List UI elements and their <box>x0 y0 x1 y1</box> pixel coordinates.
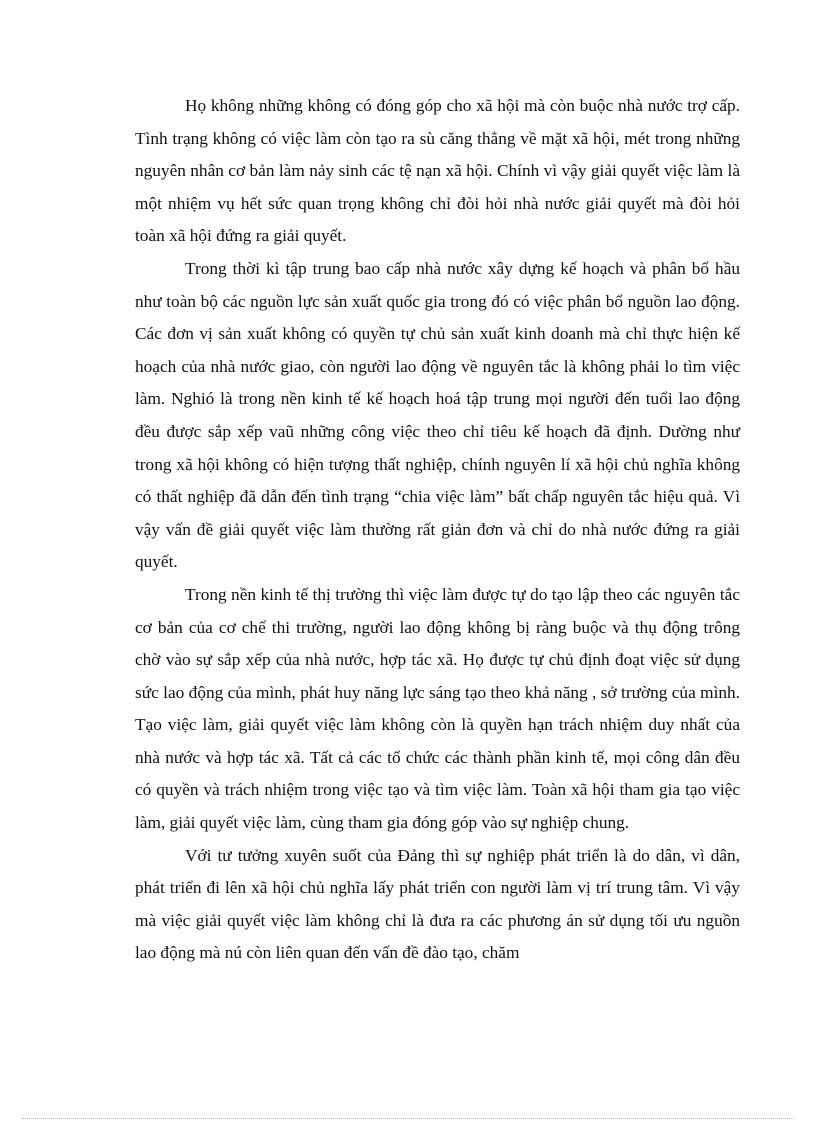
page-bottom-divider <box>22 1118 794 1119</box>
paragraph-1: Họ không những không có đóng góp cho xã hội mà còn buộc nhà nước trợ cấp. Tình trạng không có việc làm còn tạo ra sù căng thẳng về mặt xã hội, mét trong những nguyên nhân cơ bản làm nảy sinh các tệ nạn xã hội. Chính vì vậy giải quyết việc làm là một nhiệm vụ hết sức quan trọng không chỉ đòi hỏi nhà nước giải quyết mà đòi hỏi toàn xã hội đứng ra giải quyết. <box>135 96 740 246</box>
paragraph-2: Trong thời kì tập trung bao cấp nhà nước xây dựng kế hoạch và phân bổ hầu như toàn bộ các nguồn lực sản xuất quốc gia trong đó có việc phân bổ nguồn lao động. Các đơn vị sản xuất không có quyền tự chủ sản xuất kinh doanh mà chỉ thực hiện kế hoạch của nhà nước giao, còn người lao động về nguyên tắc là không phải lo tìm việc làm. Nghió là trong nền kinh tế kế hoạch hoá tập trung mọi người đến tuổi lao động đều được sắp xếp vaũ những công việc theo chỉ tiêu kế hoạch đã định. Dường như trong xã hội không có hiện tượng thất nghiệp, chính nguyên lí xã hội chủ nghĩa không có thất nghiệp đã dẫn đến tình trạng “chia việc làm” bất chấp nguyên tắc hiệu quả. Vì vậy vấn đề giải quyết việc làm thường rất giản đơn và chỉ do nhà nước đứng ra giải quyết. <box>135 258 740 572</box>
paragraph-3: Trong nền kinh tế thị trường thì việc làm được tự do tạo lập theo các nguyên tắc cơ bản của cơ chế thi trường, người lao động không bị ràng buộc và thụ động trông chờ vào sự sắp xếp của nhà nước, hợp tác xã. Họ được tự chủ định đoạt việc sử dụng sức lao động của mình, phát huy năng lực sáng tạo theo khả năng , sở trường của mình. Tạo việc làm, giải quyết việc làm không còn là quyền hạn trách nhiệm duy nhất của nhà nước và hợp tác xã. Tất cả các tổ chức các thành phần kinh tế, mọi công dân đều có quyền và trách nhiệm trong việc tạo và tìm việc làm. Toàn xã hội tham gia tạo việc làm, giải quyết việc làm, cùng tham gia đóng góp vào sự nghiệp chung. <box>135 584 740 833</box>
body-text <box>135 90 740 970</box>
paragraph-4: Với tư tưởng xuyên suốt của Đảng thì sự nghiệp phát triển là do dân, vì dân, phát triển đi lên xã hội chủ nghĩa lấy phát triển con người làm vị trí trung tâm. Vì vậy mà việc giải quyết việc làm không chỉ là đưa ra các phương án sử dụng tối ưu nguồn lao động mà nú còn liên quan đến vấn đề đào tạo, chăm <box>135 845 740 963</box>
